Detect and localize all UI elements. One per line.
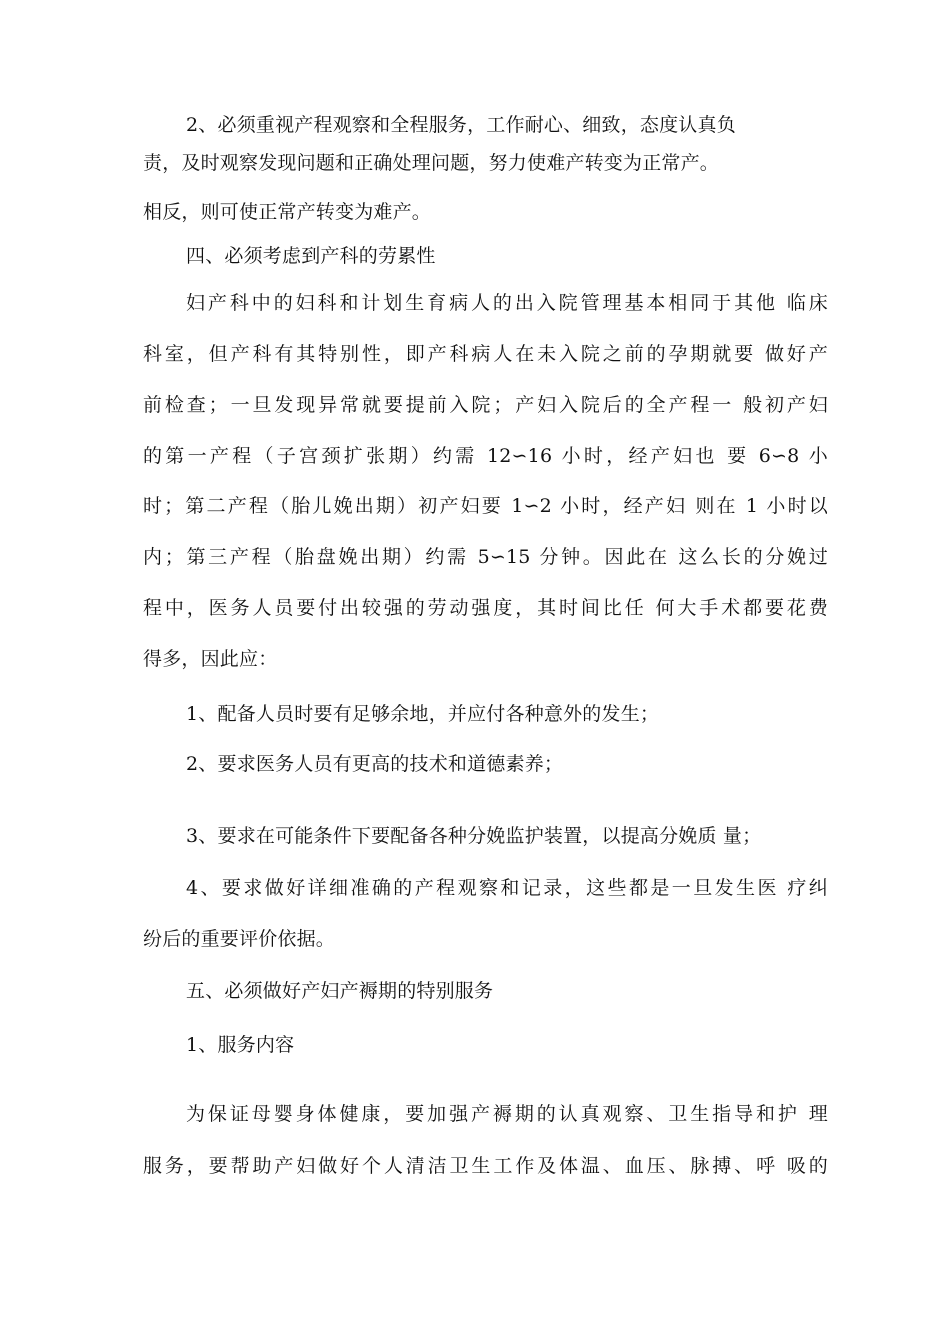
text-line: 时；第二产程（胎儿娩出期）初产妇要 1∽2 小时，经产妇 则在 1 小时以: [143, 495, 828, 517]
list-item: 2、要求医务人员有更高的技术和道德素养；: [186, 753, 564, 775]
sub-heading: 1、服务内容: [186, 1034, 295, 1056]
text-line: 程中，医务人员要付出较强的劳动强度，其时间比任 何大手术都要花费: [143, 597, 828, 619]
section-heading: 四、必须考虑到产科的劳累性: [186, 245, 436, 267]
text-line: 为保证母婴身体健康，要加强产褥期的认真观察、卫生指导和护 理: [186, 1103, 828, 1125]
text-line: 前检查；一旦发现异常就要提前入院；产妇入院后的全产程一 般初产妇: [143, 394, 828, 416]
text-line: 纷后的重要评价依据。: [143, 928, 336, 950]
text-line: 责，及时观察发现问题和正确处理问题，努力使难产转变为正常产。: [143, 152, 720, 174]
section-heading: 五、必须做好产妇产褥期的特别服务: [186, 980, 494, 1002]
list-item: 4、要求做好详细准确的产程观察和记录，这些都是一旦发生医 疗纠: [186, 877, 828, 899]
text-line: 2、必须重视产程观察和全程服务，工作耐心、细致，态度认真负: [186, 114, 736, 136]
text-line: 的第一产程（子宫颈扩张期）约需 12∽16 小时，经产妇也 要 6∽8 小: [143, 445, 828, 467]
text-line: 内；第三产程（胎盘娩出期）约需 5∽15 分钟。因此在 这么长的分娩过: [143, 546, 828, 568]
text-line: 得多，因此应：: [143, 648, 278, 670]
text-line: 服务，要帮助产妇做好个人清洁卫生工作及体温、血压、脉搏、呼 吸的: [143, 1155, 828, 1177]
text-line: 科室，但产科有其特别性，即产科病人在未入院之前的孕期就要 做好产: [143, 343, 828, 365]
list-item: 1、配备人员时要有足够余地，并应付各种意外的发生；: [186, 703, 660, 725]
list-item: 3、要求在可能条件下要配备各种分娩监护装置，以提高分娩质 量；: [186, 825, 762, 847]
text-line: 妇产科中的妇科和计划生育病人的出入院管理基本相同于其他 临床: [186, 292, 828, 314]
text-line: 相反，则可使正常产转变为难产。: [143, 201, 432, 223]
